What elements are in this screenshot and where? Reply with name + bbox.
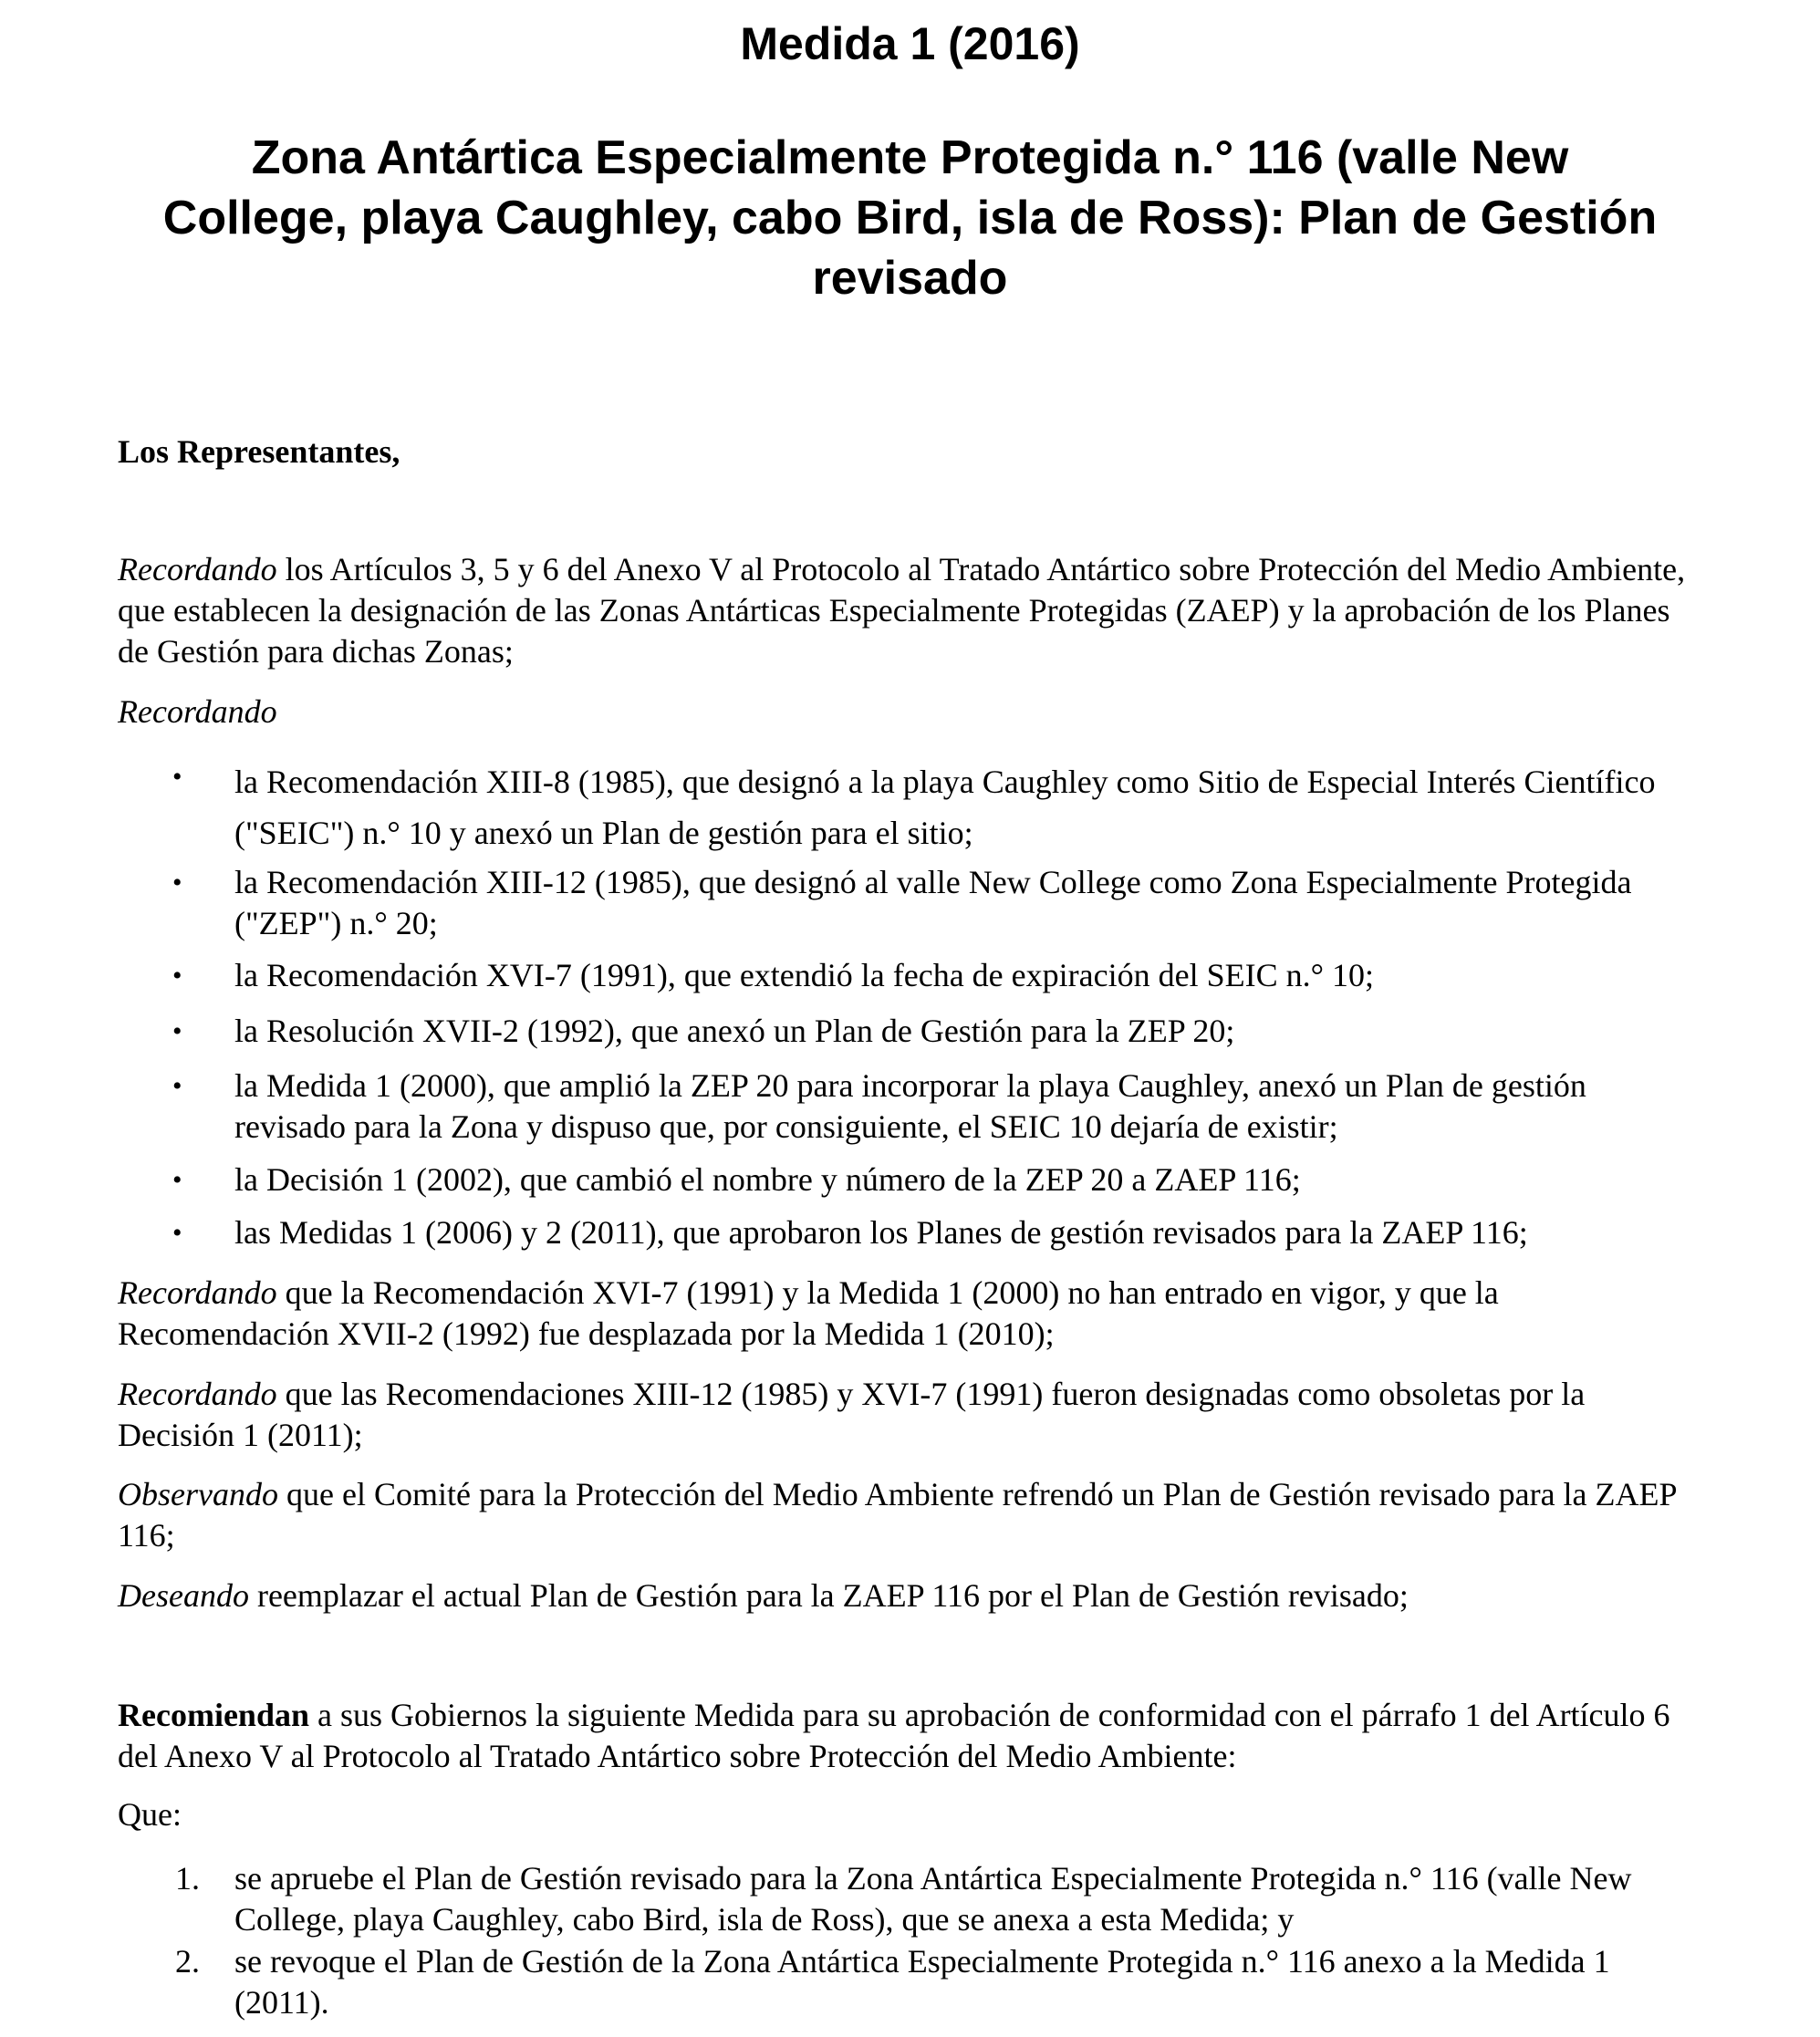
- recital-2-lead: Recordando: [118, 693, 277, 730]
- document-subtitle: Zona Antártica Especialmente Protegida n.° 116 (valle New College, playa Caughley, cabo Bird, isla de Ross): Plan de Gestión revisado: [162, 131, 1658, 305]
- que-line: Que:: [118, 1796, 182, 1833]
- recital-4-lead: Recordando: [118, 1376, 277, 1412]
- bullet-text: la Decisión 1 (2002), que cambió el nombre y número de la ZEP 20 a ZAEP 116;: [234, 1161, 1301, 1198]
- recital-5-lead: Observando: [118, 1476, 278, 1512]
- recital-5-text: que el Comité para la Protección del Medio Ambiente refrendó un Plan de Gestión revisado para la ZAEP 116;: [118, 1476, 1677, 1554]
- bullet-icon: •: [172, 1016, 182, 1046]
- bullet-icon: •: [172, 762, 182, 792]
- recital-3-text: que la Recomendación XVI-7 (1991) y la Medida 1 (2000) no han entrado en vigor, y que la Recomendación XVII-2 (1992) fue desplazada por la Medida 1 (2010);: [118, 1274, 1499, 1352]
- numbered-item-text: se apruebe el Plan de Gestión revisado para la Zona Antártica Especialmente Protegida n.° 116 (valle New College, playa Caughley, cabo Bird, isla de Ross), que se anexa a esta Medida; y: [234, 1860, 1632, 1938]
- recital-4-text: que las Recomendaciones XIII-12 (1985) y XVI-7 (1991) fueron designadas como obsoletas por la Decisión 1 (2011);: [118, 1376, 1586, 1453]
- recommend-paragraph: [118, 1695, 1700, 1777]
- bullet-text: la Recomendación XIII-12 (1985), que designó al valle New College como Zona Especialmente Protegida ("ZEP") n.° 20;: [234, 864, 1632, 941]
- bullet-icon: •: [172, 1218, 182, 1248]
- numbered-item-number: 1.: [175, 1860, 200, 1897]
- bullet-icon: •: [172, 1071, 182, 1101]
- bullet-text: las Medidas 1 (2006) y 2 (2011), que aprobaron los Planes de gestión revisados para la ZAEP 116;: [234, 1214, 1528, 1251]
- numbered-item-number: 2.: [175, 1943, 200, 1980]
- recital-6: [118, 1575, 1700, 1616]
- bullet-text: la Recomendación XVI-7 (1991), que extendió la fecha de expiración del SEIC n.° 10;: [234, 957, 1374, 993]
- recital-3-lead: Recordando: [118, 1274, 277, 1311]
- recital-1-lead: Recordando: [118, 551, 277, 587]
- bullet-icon: •: [172, 1165, 182, 1195]
- recital-6-lead: Deseando: [118, 1577, 249, 1614]
- bullet-text: la Resolución XVII-2 (1992), que anexó un Plan de Gestión para la ZEP 20;: [234, 1013, 1235, 1049]
- bullet-icon: •: [172, 868, 182, 898]
- numbered-item-text: se revoque el Plan de Gestión de la Zona Antártica Especialmente Protegida n.° 116 anexo a la Medida 1 (2011).: [234, 1943, 1610, 2021]
- document-title: Medida 1 (2016): [740, 18, 1080, 69]
- recital-1-text: los Artículos 3, 5 y 6 del Anexo V al Protocolo al Tratado Antártico sobre Protección del Medio Ambiente, que establecen la designación de las Zonas Antárticas Especialmente Protegidas (ZAEP) y la aprobación de los Planes de Gestión para dichas Zonas;: [118, 551, 1686, 670]
- recital-6-text: reemplazar el actual Plan de Gestión para la ZAEP 116 por el Plan de Gestión revisado;: [248, 1577, 1409, 1614]
- recital-3: [118, 1273, 1700, 1355]
- intro-line: Los Representantes,: [118, 433, 400, 470]
- recital-4: [118, 1374, 1700, 1456]
- bullet-icon: •: [172, 961, 182, 991]
- recommend-text: a sus Gobiernos la siguiente Medida para su aprobación de conformidad con el párrafo 1 del Artículo 6 del Anexo V al Protocolo al Tratado Antártico sobre Protección del Medio Ambiente:: [118, 1697, 1670, 1774]
- bullet-text: la Recomendación XIII-8 (1985), que designó a la playa Caughley como Sitio de Especial Interés Científico ("SEIC") n.° 10 y anexó un Plan de gestión para el sitio;: [234, 764, 1656, 851]
- bullet-text: la Medida 1 (2000), que amplió la ZEP 20 para incorporar la playa Caughley, anexó un Plan de gestión revisado para la Zona y dispuso que, por consiguiente, el SEIC 10 dejaría de existir;: [234, 1067, 1586, 1145]
- recital-1: [118, 549, 1700, 672]
- recommend-lead: Recomiendan: [118, 1697, 309, 1733]
- recital-5: [118, 1474, 1700, 1556]
